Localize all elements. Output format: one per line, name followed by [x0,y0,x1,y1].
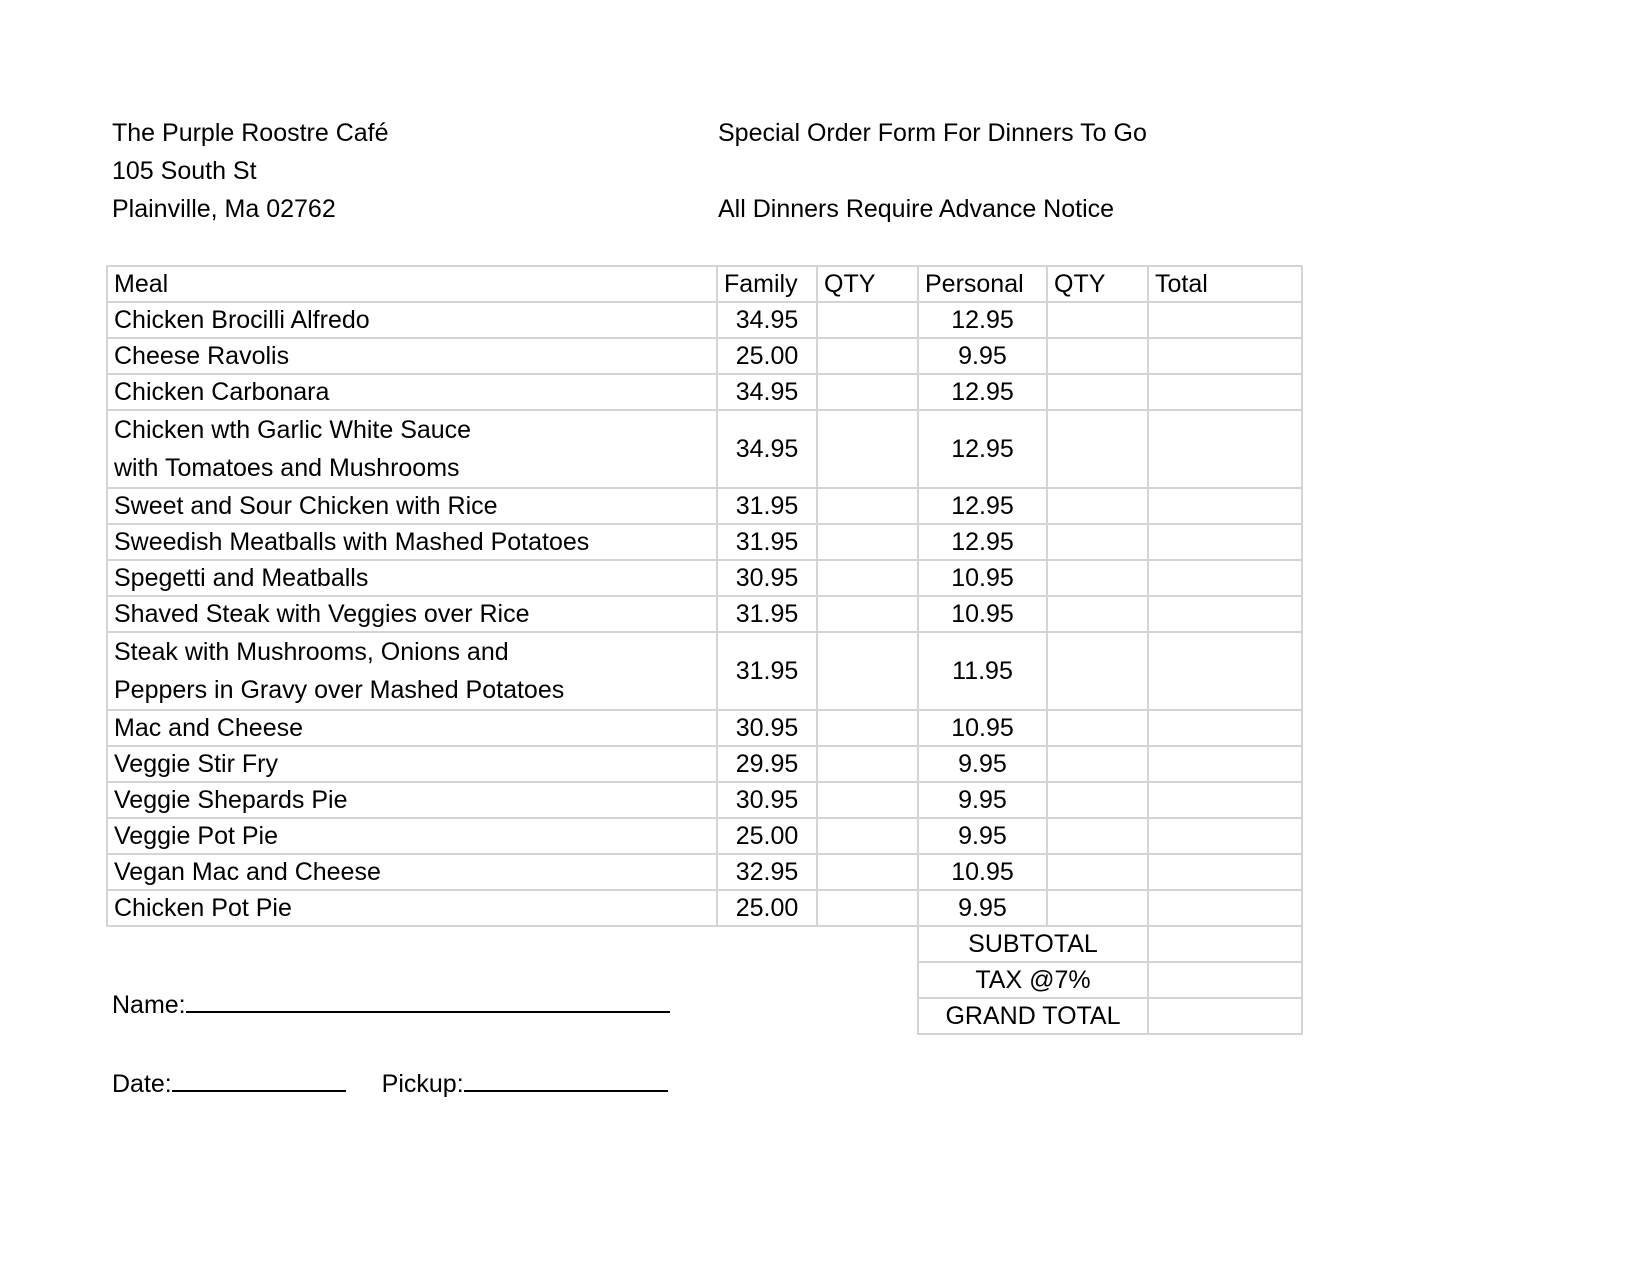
column-header-total: Total [1148,266,1302,302]
family-qty-cell[interactable] [817,410,918,488]
family-qty-cell[interactable] [817,524,918,560]
order-table [106,265,1303,1035]
total-cell[interactable] [1148,632,1302,710]
personal-qty-cell[interactable] [1047,746,1148,782]
meal-name-line: Peppers in Gravy over Mashed Potatoes [114,676,565,704]
total-cell[interactable] [1148,374,1302,410]
family-qty-cell[interactable] [817,632,918,710]
table-row [107,818,1302,854]
table-row [107,596,1302,632]
table-row [107,782,1302,818]
personal-qty-cell[interactable] [1047,710,1148,746]
personal-price: 10.95 [918,560,1047,596]
form-info [718,114,1147,228]
personal-price: 9.95 [918,818,1047,854]
family-qty-cell[interactable] [817,818,918,854]
personal-price: 9.95 [918,890,1047,926]
meal-name: Veggie Shepards Pie [107,782,717,818]
subtotal-row [107,926,1302,962]
table-row [107,338,1302,374]
header-row [107,266,1302,302]
name-row [112,983,670,1024]
personal-qty-cell[interactable] [1047,890,1148,926]
family-qty-cell[interactable] [817,854,918,890]
family-price: 29.95 [717,746,817,782]
meal-name: Veggie Pot Pie [107,818,717,854]
family-qty-cell[interactable] [817,890,918,926]
personal-qty-cell[interactable] [1047,410,1148,488]
subtotal-value-cell[interactable] [1148,926,1302,962]
family-qty-cell[interactable] [817,710,918,746]
meal-name [107,410,717,488]
meal-name: Chicken Pot Pie [107,890,717,926]
family-qty-cell[interactable] [817,782,918,818]
address-line-1: 105 South St [112,157,257,185]
tax-label: TAX @7% [918,962,1148,998]
grand-total-label: GRAND TOTAL [918,998,1148,1034]
personal-price: 10.95 [918,710,1047,746]
personal-qty-cell[interactable] [1047,488,1148,524]
total-cell[interactable] [1148,854,1302,890]
column-header-meal: Meal [107,266,717,302]
total-cell[interactable] [1148,818,1302,854]
table-row [107,746,1302,782]
table-row [107,410,1302,488]
table-row [107,890,1302,926]
tax-value-cell[interactable] [1148,962,1302,998]
personal-price: 12.95 [918,524,1047,560]
total-cell[interactable] [1148,596,1302,632]
family-qty-cell[interactable] [817,302,918,338]
total-cell[interactable] [1148,488,1302,524]
personal-price: 10.95 [918,854,1047,890]
personal-qty-cell[interactable] [1047,632,1148,710]
family-qty-cell[interactable] [817,560,918,596]
meal-name: Spegetti and Meatballs [107,560,717,596]
table-row [107,560,1302,596]
family-qty-cell[interactable] [817,596,918,632]
meal-name: Chicken Carbonara [107,374,717,410]
personal-qty-cell[interactable] [1047,596,1148,632]
column-header-family: Family [717,266,817,302]
date-field[interactable] [172,1062,346,1092]
column-header-family-qty: QTY [817,266,918,302]
family-price: 31.95 [717,524,817,560]
pickup-label: Pickup: [381,1070,464,1098]
family-price: 30.95 [717,782,817,818]
personal-price: 12.95 [918,410,1047,488]
meal-name-line: Chicken wth Garlic White Sauce [114,416,472,444]
total-cell[interactable] [1148,782,1302,818]
pickup-field[interactable] [464,1062,668,1092]
family-price: 34.95 [717,302,817,338]
name-field[interactable] [186,983,670,1013]
family-price: 34.95 [717,374,817,410]
personal-qty-cell[interactable] [1047,854,1148,890]
family-price: 31.95 [717,632,817,710]
table-row [107,524,1302,560]
meal-name: Mac and Cheese [107,710,717,746]
family-qty-cell[interactable] [817,374,918,410]
total-cell[interactable] [1148,710,1302,746]
family-price: 25.00 [717,818,817,854]
name-label: Name: [112,991,186,1019]
total-cell[interactable] [1148,302,1302,338]
family-price: 34.95 [717,410,817,488]
table-row [107,710,1302,746]
personal-qty-cell[interactable] [1047,818,1148,854]
date-label: Date: [112,1070,172,1098]
subtotal-label: SUBTOTAL [918,926,1148,962]
personal-price: 12.95 [918,374,1047,410]
meal-name: Sweet and Sour Chicken with Rice [107,488,717,524]
family-qty-cell[interactable] [817,338,918,374]
table-row [107,374,1302,410]
meal-name: Vegan Mac and Cheese [107,854,717,890]
total-cell[interactable] [1148,560,1302,596]
personal-price: 11.95 [918,632,1047,710]
column-header-personal: Personal [918,266,1047,302]
total-cell[interactable] [1148,338,1302,374]
grand-total-value-cell[interactable] [1148,998,1302,1034]
personal-qty-cell[interactable] [1047,524,1148,560]
family-price: 31.95 [717,596,817,632]
table-row [107,632,1302,710]
personal-price: 9.95 [918,338,1047,374]
personal-qty-cell[interactable] [1047,782,1148,818]
meal-name: Cheese Ravolis [107,338,717,374]
family-qty-cell[interactable] [817,488,918,524]
meal-name: Shaved Steak with Veggies over Rice [107,596,717,632]
address-line-2: Plainville, Ma 02762 [112,195,336,223]
customer-form [112,983,670,1103]
family-qty-cell[interactable] [817,746,918,782]
meal-name: Sweedish Meatballs with Mashed Potatoes [107,524,717,560]
meal-name: Veggie Stir Fry [107,746,717,782]
total-cell[interactable] [1148,746,1302,782]
personal-qty-cell[interactable] [1047,560,1148,596]
family-price: 30.95 [717,560,817,596]
family-price: 25.00 [717,338,817,374]
column-header-personal-qty: QTY [1047,266,1148,302]
personal-price: 10.95 [918,596,1047,632]
personal-price: 9.95 [918,782,1047,818]
personal-price: 12.95 [918,488,1047,524]
total-cell[interactable] [1148,524,1302,560]
meal-name [107,632,717,710]
family-price: 32.95 [717,854,817,890]
personal-price: 9.95 [918,746,1047,782]
table-row [107,302,1302,338]
family-price: 31.95 [717,488,817,524]
family-price: 25.00 [717,890,817,926]
form-title: Special Order Form For Dinners To Go [718,119,1147,147]
personal-qty-cell[interactable] [1047,302,1148,338]
empty-cell [107,926,918,962]
personal-qty-cell[interactable] [1047,374,1148,410]
meal-name-line: with Tomatoes and Mushrooms [114,454,460,482]
total-cell[interactable] [1148,410,1302,488]
personal-qty-cell[interactable] [1047,338,1148,374]
total-cell[interactable] [1148,890,1302,926]
date-pickup-row [112,1062,670,1103]
family-price: 30.95 [717,710,817,746]
cafe-name: The Purple Roostre Café [112,119,389,147]
advance-notice: All Dinners Require Advance Notice [718,195,1115,223]
table-row [107,854,1302,890]
table-row [107,488,1302,524]
meal-name: Chicken Brocilli Alfredo [107,302,717,338]
meal-name-line: Steak with Mushrooms, Onions and [114,638,509,666]
personal-price: 12.95 [918,302,1047,338]
cafe-info [112,114,389,228]
